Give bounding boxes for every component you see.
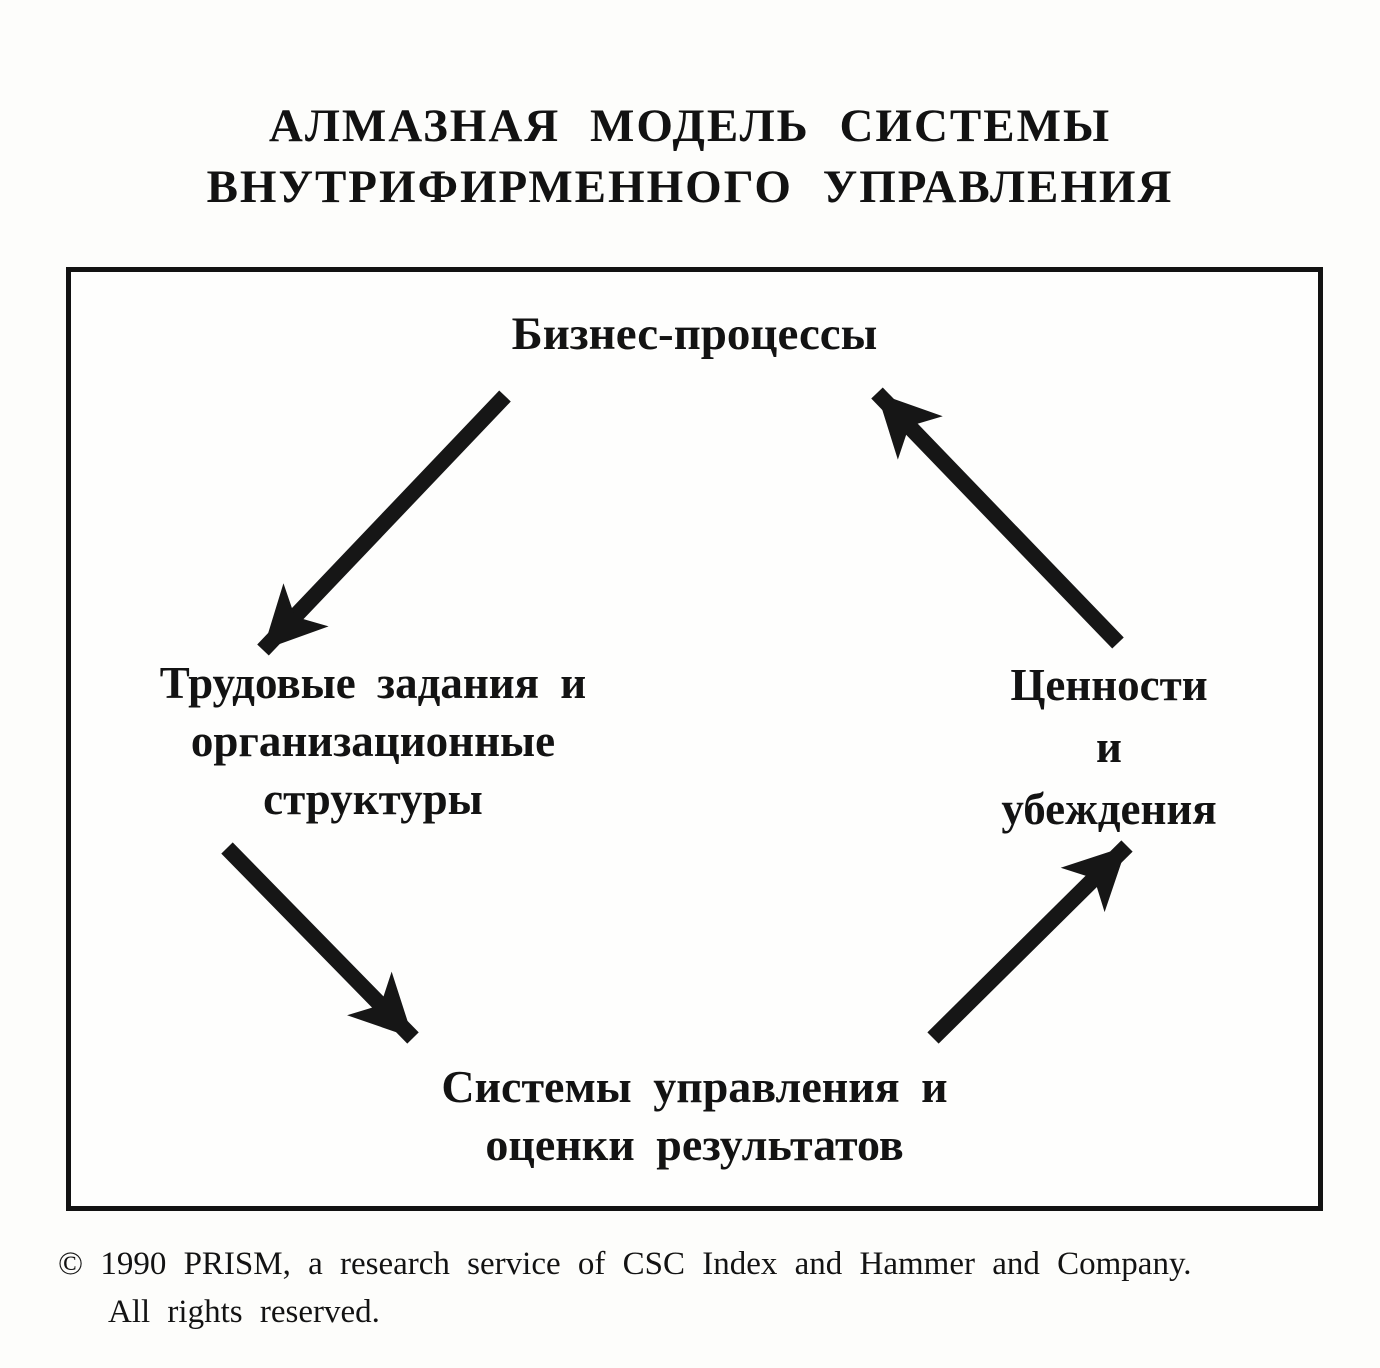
arrow-processes-to-tasks	[263, 396, 505, 650]
page-title	[0, 96, 1380, 218]
page-title-line1: АЛМАЗНАЯ МОДЕЛЬ СИСТЕМЫ	[268, 100, 1112, 152]
node-business-processes	[71, 308, 1318, 360]
arrow-values-to-processes	[877, 393, 1118, 643]
copyright-footer	[58, 1240, 1358, 1336]
copyright-line1: © 1990 PRISM, a research service of CSC Index and Hammer and Company.	[58, 1246, 1192, 1282]
node-values-line3: убеждения	[1001, 784, 1217, 834]
node-work-tasks-line2: организационные	[190, 716, 556, 766]
node-management-line2: оценки результатов	[485, 1119, 904, 1170]
arrow-systems-to-values	[933, 846, 1127, 1038]
copyright-line2: All rights reserved.	[108, 1294, 380, 1330]
node-business-processes-label: Бизнес-процессы	[511, 308, 878, 360]
node-values-line2: и	[1096, 722, 1122, 772]
node-work-tasks-line1: Трудовые задания и	[159, 658, 587, 708]
node-values-beliefs	[959, 654, 1259, 840]
arrow-tasks-to-systems	[227, 848, 413, 1038]
node-work-tasks-structures	[93, 654, 653, 828]
node-work-tasks-line3: структуры	[263, 774, 483, 824]
diamond-model-diagram	[66, 267, 1323, 1211]
node-management-line1: Системы управления и	[441, 1061, 948, 1112]
node-values-line1: Ценности	[1010, 660, 1208, 710]
node-management-systems	[71, 1058, 1318, 1174]
page-title-line2: ВНУТРИФИРМЕННОГО УПРАВЛЕНИЯ	[206, 161, 1174, 213]
